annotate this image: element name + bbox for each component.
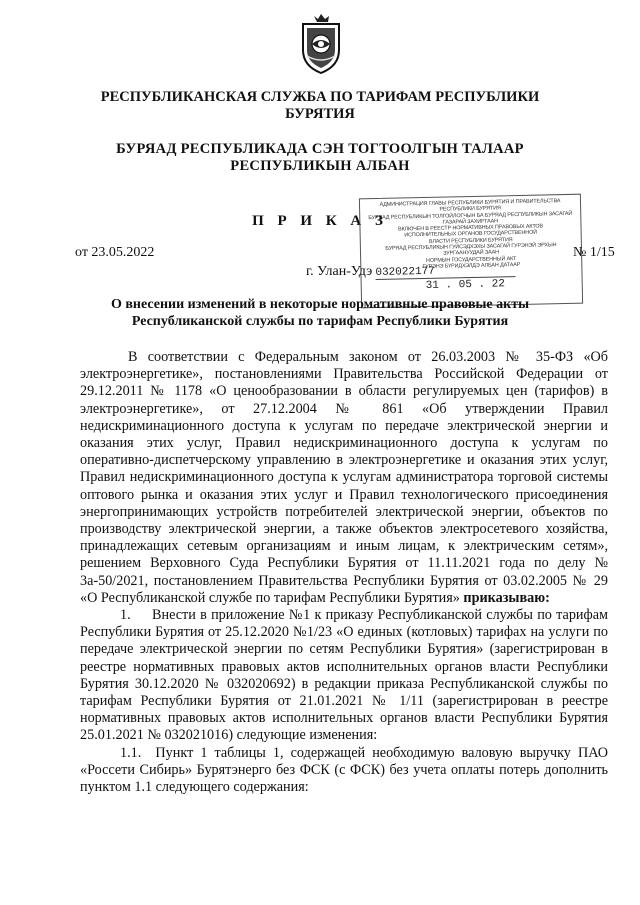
title-line-2: Республиканской службы по тарифам Республики Бурятия xyxy=(131,314,509,329)
document-type: П Р И К А З xyxy=(252,213,388,229)
agency-name-buryat-line-1: БУРЯАД РЕСПУБЛИКАДА СЭН ТОГТООЛГЫН ТАЛААР xyxy=(116,141,524,157)
agency-name-buryat-line-2: РЕСПУБЛИКЫН АЛБАН xyxy=(230,158,410,174)
document-city: г. Улан-Удэ xyxy=(306,264,373,279)
agency-name-line-1: РЕСПУБЛИКАНСКАЯ СЛУЖБА ПО ТАРИФАМ РЕСПУБЛИКИ xyxy=(100,89,540,105)
order-keyword: приказываю: xyxy=(463,589,550,606)
stamp-registration-number: 032022177 xyxy=(375,265,435,280)
clause-1-paragraph: 1. Внести в приложение №1 к приказу Республиканской службы по тарифам Республики Бурятия от 25.12.2020 №1/23 «О единых (котловых) тарифах на услуги по передаче электрической энергии по сетям Республики Бурятия» (зарегистрирован в реестре нормативных правовых актов исполнительных органов власти Республики Бурятия 30.12.2020 № 032020692) в редакции приказа Республиканской службы по тарифам Республики Бурятия от 21.01.2021 № 1/11 (зарегистрирован в реестре нормативных правовых актов исполнительных органов власти Республики Бурятия 25.01.2021 № 032021016) следующие изменения: xyxy=(80,607,608,744)
stamp-registration-date: 31 . 05 . 22 xyxy=(425,278,506,292)
registration-stamp xyxy=(359,194,583,309)
coat-of-arms-emblem xyxy=(295,10,347,76)
stamp-text: АДМИНИСТРАЦИЯ ГЛАВЫ РЕСПУБЛИКИ БУРЯТИЯ И ПРАВИТЕЛЬСТВА РЕСПУБЛИКИ БУРЯТИЯ БУРЯАД РЕСПУБЛИКЫН ТОЛГОЙЛОГЧЫН БА БУРЯАД РЕСПУБЛИКЫН ЗАСАГАЙ ГАЗАРАЙ ЗАХИРГААН ВКЛЮЧЕН В РЕЕСТР НОРМАТИВНЫХ ПРАВОВЫХ АКТОВ ИСПОЛНИТЕЛЬНЫХ ОРГАНОВ ГОСУДАРСТВЕННОЙ ВЛАСТИ РЕСПУБЛИКИ БУРЯТИЯ БУРЯАД РЕСПУБЛИКЫН ГУЙСЭДХЭХЫ ЗАСАГАЙ ГУРЭНЭЙ ЭРХЫН ЗУРГААНУУДАЙ ЗААН НОРМЫН ГОСУДАРСТВЕННЫЙ АКТ ГУРЭНЭ БҮРИДХЭЛДЭ АЛБАН ДАТААР xyxy=(368,198,573,270)
document-number: № 1/15 xyxy=(573,245,615,260)
document-body xyxy=(80,349,608,796)
clause-1-1-paragraph: 1.1. Пункт 1 таблицы 1, содержащей необходимую валовую выручку ПАО «Россети Сибирь» Бурятэнерго без ФСК (с ФСК) без учета оплаты потерь дополнить пунктом 1.1 следующего содержания: xyxy=(80,744,608,796)
document-date: от 23.05.2022 xyxy=(75,245,155,260)
document-title xyxy=(40,296,600,330)
title-line-1: О внесении изменений в некоторые нормативные правовые акты xyxy=(110,297,530,312)
preamble-paragraph xyxy=(80,349,608,607)
agency-name-line-2: БУРЯТИЯ xyxy=(285,106,355,122)
preamble-text: В соответствии с Федеральным законом от 26.03.2003 № 35-ФЗ «Об электроэнергетике», постановлениями Правительства Российской Федерации от 29.12.2011 № 1178 «О ценообразовании в области регулируемых цен (тарифов) в электроэнергетике», от 27.12.2004 № 861 «Об утверждении Правил недискриминационного доступа к услугам по передаче электрической энергии и оказания этих услуг, Правил недискриминационного доступа к услугам по оперативно-диспетчерскому управлению в электроэнергетике и оказания этих услуг, Правил недискриминационного доступа к услугам администратора торговой системы оптового рынка и оказания этих услуг и Правил технологического присоединения энергопринимающих устройств потребителей электрической энергии, объектов по производству электрической энергии, а также объектов электросетевого хозяйства, принадлежащих сетевым организациям и иным лицам, к электрическим сетям», решением Верховного Суда Республики Бурятия от 11.11.2021 года по делу № 3а-50/2021, постановлением Правительства Республики Бурятия от 03.02.2005 № 29 «О Республиканской службе по тарифам Республики Бурятия» xyxy=(80,349,608,606)
